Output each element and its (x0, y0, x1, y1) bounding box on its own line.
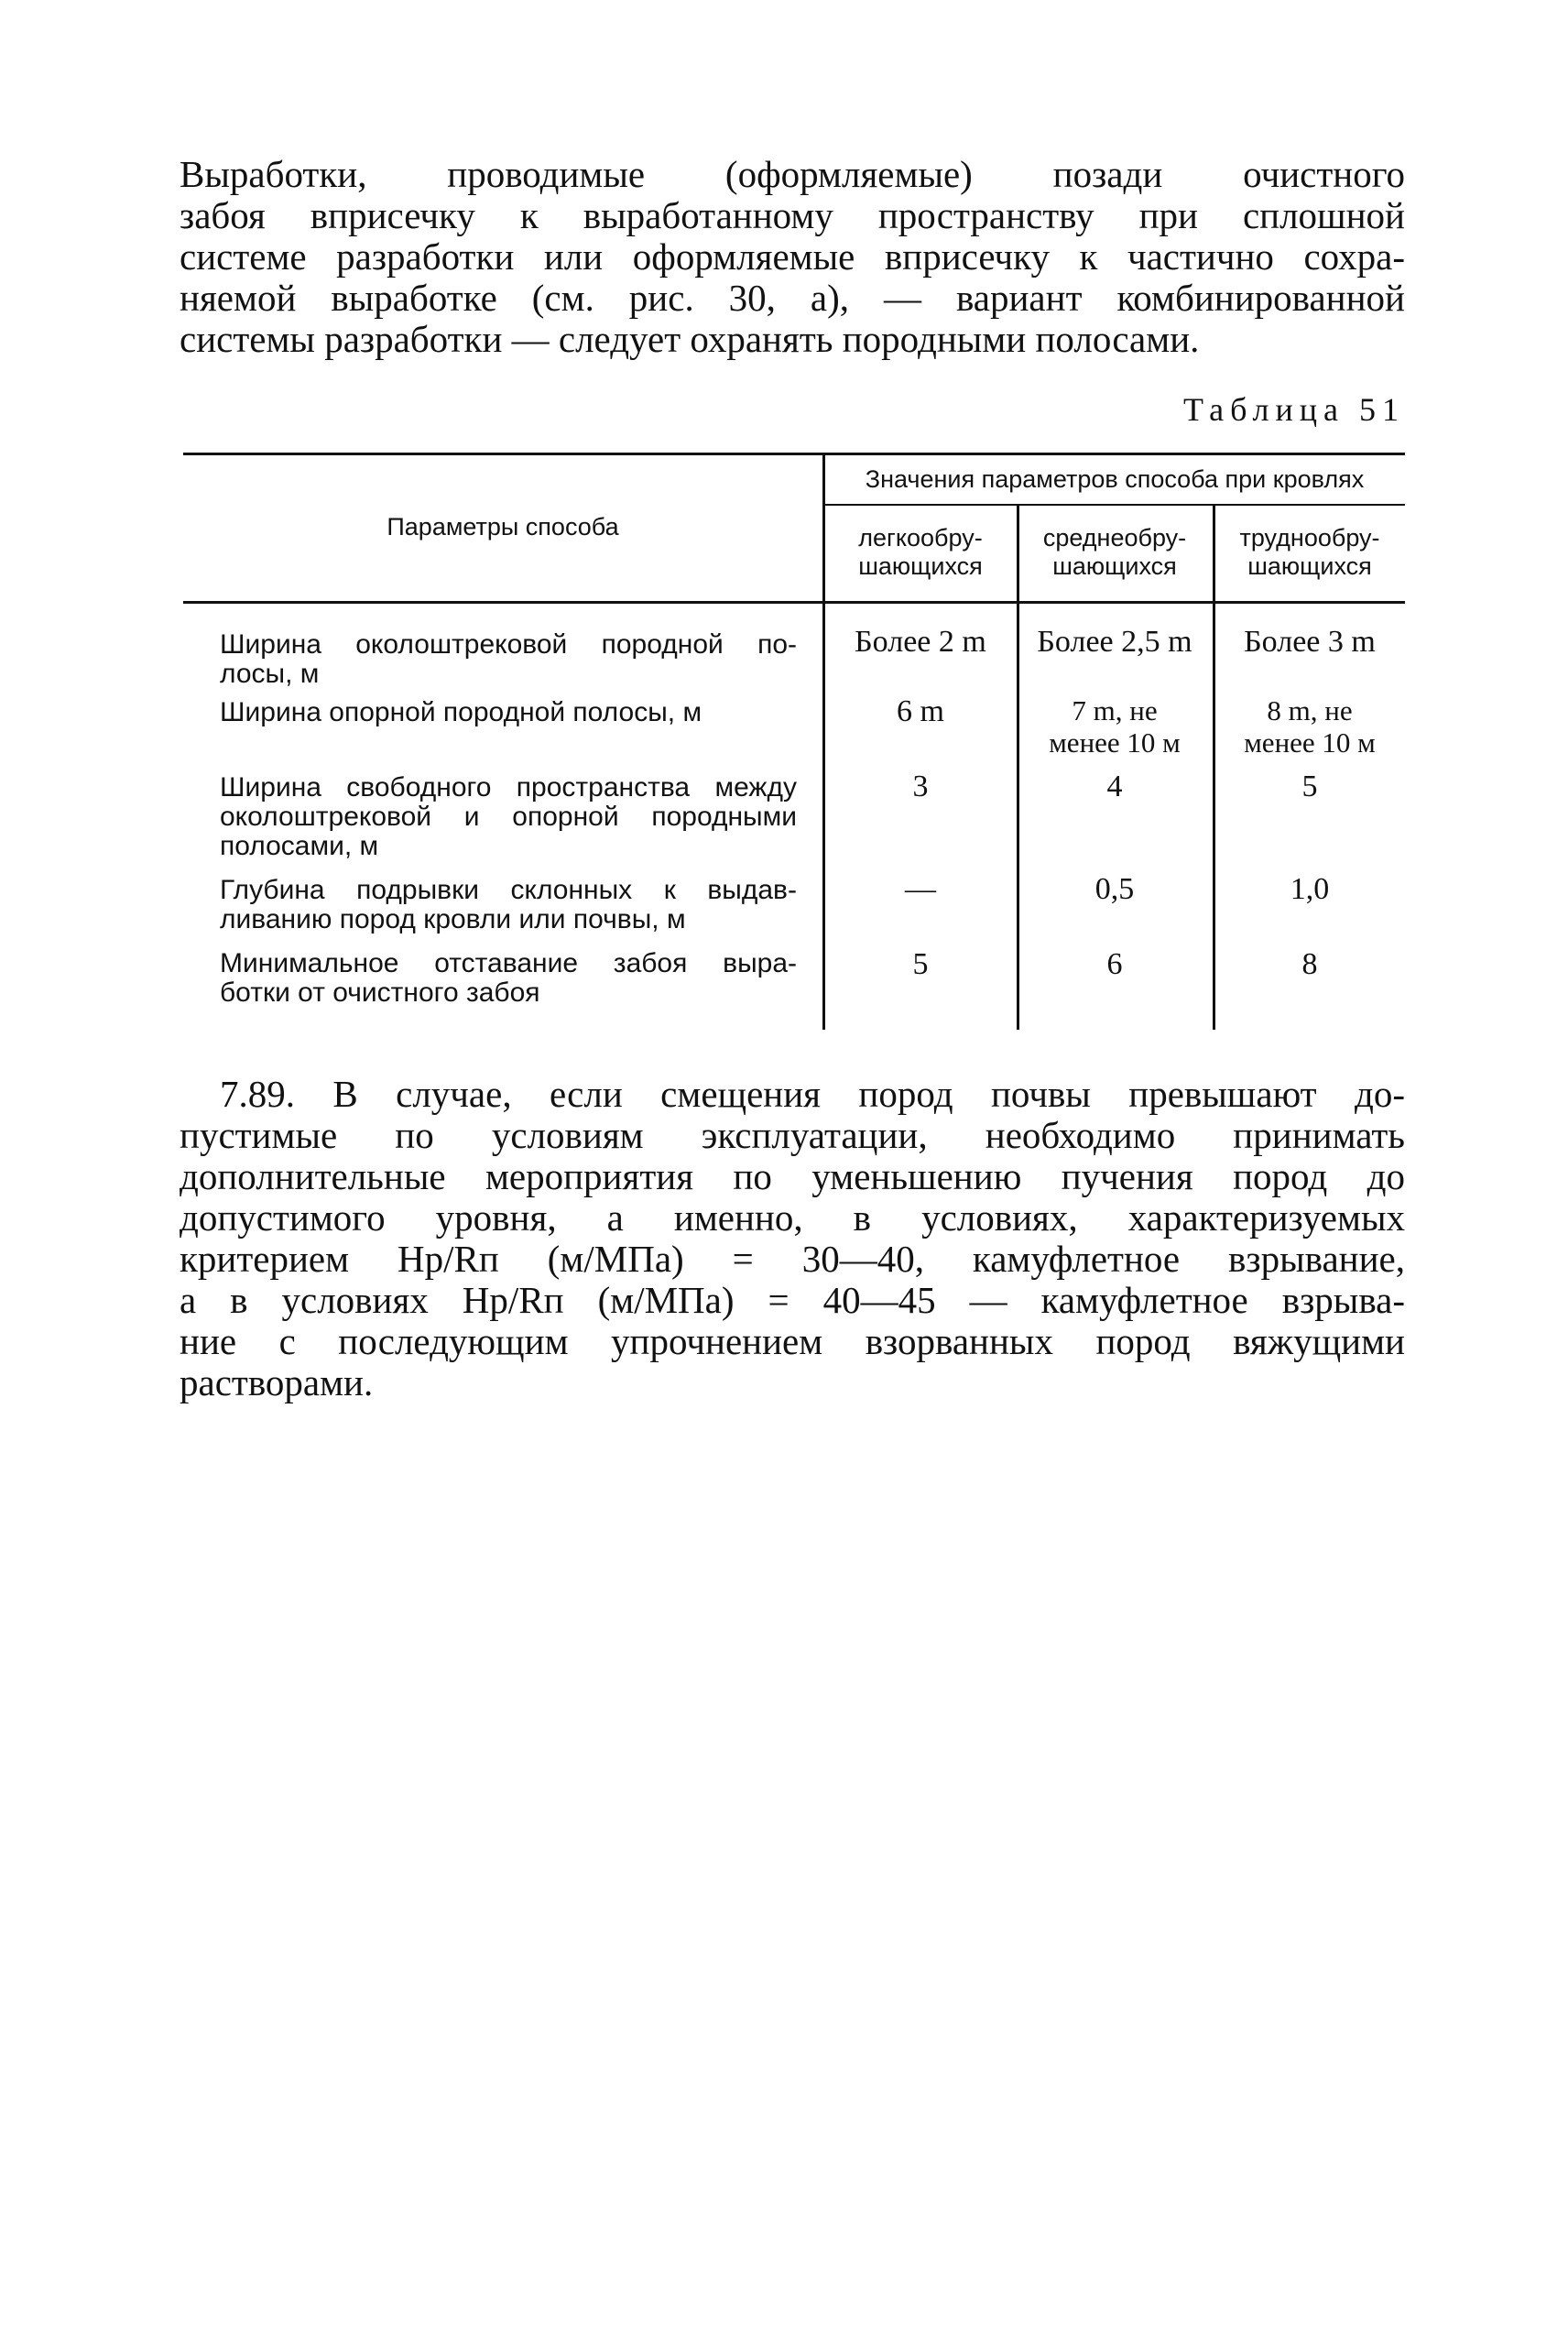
text-line: критерием Hр/Rп (м/МПа) = 30—40, камуфлетное взрывание, (180, 1238, 1405, 1280)
table-cell: — (905, 872, 936, 906)
header-bottom-rule (183, 601, 1405, 604)
text-line: забоя вприсечку к выработанному пространству при сплошной (180, 194, 1405, 236)
param-line: Ширина свободного пространства между (220, 772, 797, 803)
table-cell: 1,0 (1290, 872, 1330, 906)
text-line: дополнительные мероприятия по уменьшению пучения пород до (180, 1155, 1405, 1197)
col-header-medium: среднеобру- шающихся (1042, 524, 1187, 580)
param-line: лосы, м (220, 659, 320, 689)
intro-paragraph (180, 154, 1405, 360)
table-cell: 6 m (897, 694, 944, 728)
text-line: допустимого уровня, а именно, в условиях, характеризуемых (180, 1196, 1405, 1239)
table-top-rule (183, 453, 1405, 455)
param-line: Ширина опорной породной полосы, м (220, 697, 702, 727)
param-line: околоштрековой и опорной породными (220, 802, 797, 832)
param-line: Минимальное отставание забоя выра- (220, 948, 797, 978)
table-row-param (220, 949, 797, 1008)
param-line: Ширина околоштрековой породной по- (220, 629, 797, 660)
table-cell: Более 3 m (1244, 625, 1376, 659)
table-row-param (220, 698, 797, 727)
table-cell: 6 (1106, 947, 1123, 981)
param-line: Глубина подрывки склонных к выдав- (220, 875, 797, 905)
param-line: ботки от очистного забоя (220, 977, 540, 1008)
table-cell: 0,5 (1094, 872, 1135, 906)
table-cell: Более 2 m (855, 625, 986, 659)
table-cell: 7 m, не менее 10 м (1049, 694, 1181, 759)
text-line: пустимые по условиям эксплуатации, необходимо принимать (180, 1114, 1405, 1156)
text-line: 7.89. В случае, если смещения пород почвы превышают до- (220, 1073, 1405, 1115)
text-line: Выработки, проводимые (оформляемые) позади очистного (180, 153, 1405, 195)
table-cell: 3 (912, 770, 929, 803)
param-line: полосами, м (220, 831, 379, 861)
parameters-table (183, 453, 1405, 1030)
text-line: растворами. (180, 1361, 374, 1403)
col-header-light: легкообру- шающихся (858, 524, 983, 580)
table-cell: 5 (912, 947, 929, 981)
table-row-param (220, 876, 797, 934)
text-line: системы разработки — следует охранять породными полосами. (180, 318, 1200, 360)
table-row-param (220, 773, 797, 861)
section-7-89-paragraph (180, 1074, 1405, 1403)
table-cell: 8 m, не менее 10 м (1244, 694, 1376, 759)
param-column-header: Параметры способа (387, 513, 619, 541)
table-cell: 4 (1106, 770, 1123, 803)
table-cell: 5 (1301, 770, 1318, 803)
text-line: а в условиях Hр/Rп (м/МПа) = 40—45 — камуфлетное взрыва- (180, 1279, 1405, 1321)
values-group-header: Значения параметров способа при кровлях (865, 465, 1365, 493)
param-line: ливанию пород кровли или почвы, м (220, 904, 686, 934)
text-line: няемой выработке (см. рис. 30, а), — вариант комбинированной (180, 277, 1405, 319)
table-cell: Более 2,5 m (1037, 625, 1192, 659)
text-line: системе разработки или оформляемые вприсечку к частично сохра- (180, 235, 1405, 278)
table-cell: 8 (1301, 947, 1318, 981)
table-row-param (220, 630, 797, 689)
text-line: ние с последующим упрочнением взорванных пород вяжущими (180, 1320, 1405, 1362)
group-header-rule (824, 504, 1405, 506)
table-caption: Таблица 51 (1183, 391, 1405, 428)
col-header-hard: труднообру- шающихся (1239, 524, 1380, 580)
